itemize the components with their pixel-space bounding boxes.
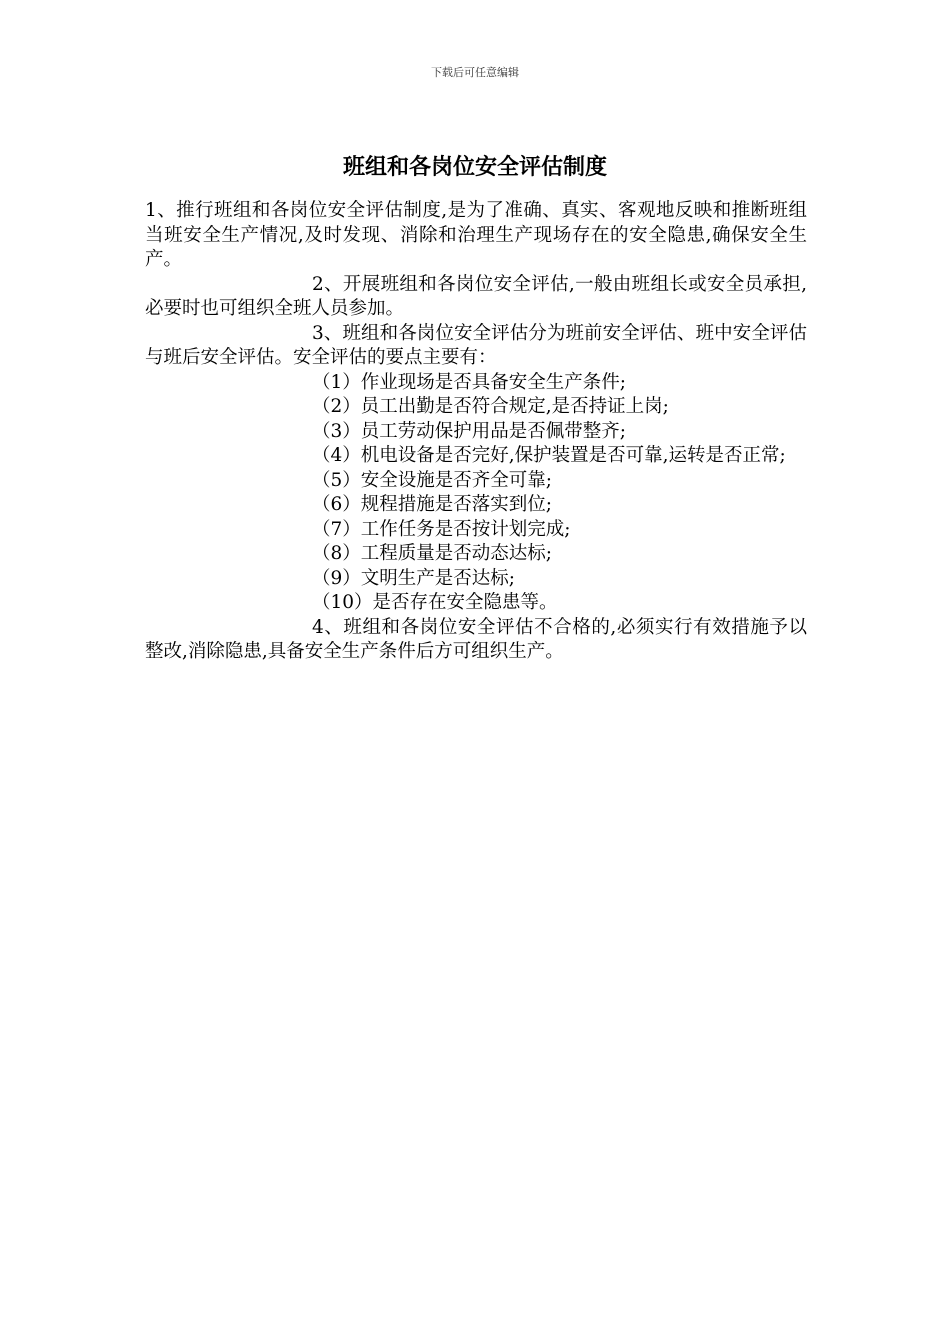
list-item-3: （3）员工劳动保护用品是否佩带整齐; — [312, 420, 627, 442]
list-item-6: （6）规程措施是否落实到位; — [312, 494, 553, 515]
page-title: 班组和各岗位安全评估制度 — [342, 155, 607, 180]
list-item-2: （2）员工出勤是否符合规定,是否持证上岗; — [312, 396, 669, 417]
list-item-10: （10）是否存在安全隐患等。 — [312, 592, 558, 613]
list-item-8: （8）工程质量是否动态达标; — [312, 543, 553, 564]
list-item-9: （9）文明生产是否达标; — [312, 567, 516, 589]
paragraph-4: 4、班组和各岗位安全评估不合格的,必须实行有效措施予以整改,消除隐患,具备安全生产条件后方可组织生产。 — [145, 616, 807, 662]
paragraph-1: 1、推行班组和各岗位安全评估制度,是为了准确、真实、客观地反映和推断班组当班安全生产情况,及时发现、消除和治理生产现场存在的安全隐患,确保安全生产。 — [145, 200, 807, 270]
document-body — [145, 199, 807, 665]
header-note: 下载后可任意编辑 — [431, 66, 519, 79]
paragraph-2: 2、开展班组和各岗位安全评估,一般由班组长或安全员承担,必要时也可组织全班人员参加。 — [145, 273, 807, 319]
list-item-5: （5）安全设施是否齐全可靠; — [312, 469, 553, 491]
paragraph-3: 3、班组和各岗位安全评估分为班前安全评估、班中安全评估与班后安全评估。安全评估的要点主要有： — [145, 322, 807, 368]
list-item-4: （4）机电设备是否完好,保护装置是否可靠,运转是否正常; — [312, 445, 786, 466]
list-item-7: （7）工作任务是否按计划完成; — [312, 518, 571, 540]
list-item-1: （1）作业现场是否具备安全生产条件; — [312, 371, 627, 393]
